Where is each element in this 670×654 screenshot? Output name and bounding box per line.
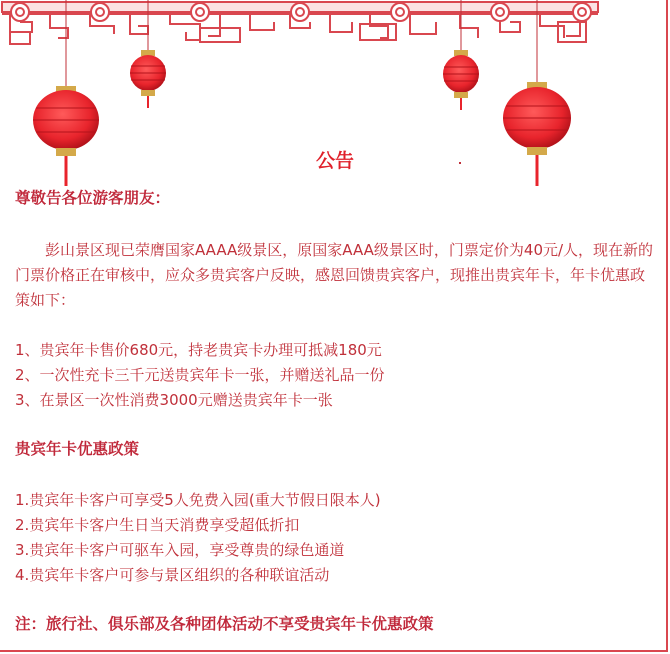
lantern-small-right (443, 0, 479, 110)
offer-item-1: 1、贵宾年卡售价680元，持老贵宾卡办理可抵减180元 (15, 341, 382, 359)
intro-paragraph (15, 238, 655, 313)
notice-title: 公告 (315, 150, 354, 172)
exclusion-note: 注：旅行社、俱乐部及各种团体活动不享受贵宾年卡优惠政策 (15, 615, 434, 633)
decorative-dot (459, 162, 461, 164)
policy-item-1: 1.贵宾年卡客户可享受5人免费入园(重大节假日限本人) (15, 491, 381, 509)
greeting: 尊敬告各位游客朋友： (15, 189, 171, 207)
offer-item-2: 2、一次性充卡三千元送贵宾年卡一张，并赠送礼品一份 (15, 366, 385, 384)
policy-item-3: 3.贵宾年卡客户可驱车入园，享受尊贵的绿色通道 (15, 541, 345, 559)
policy-heading: 贵宾年卡优惠政策 (15, 440, 140, 458)
policy-item-2: 2.贵宾年卡客户生日当天消费享受超低折扣 (15, 516, 300, 534)
policy-item-4: 4.贵宾年卡客户可参与景区组织的各种联谊活动 (15, 566, 330, 584)
intro-text: 彭山景区现已荣膺国家AAAA级景区，原国家AAA级景区时，门票定价为40元/人，现在新的门票价格正在审核中，应众多贵宾客户反映，感恩回馈贵宾客户，现推出贵宾年卡，年卡优惠政策如下： (15, 241, 654, 309)
lantern-small-left (130, 0, 166, 108)
offer-item-3: 3、在景区一次性消费3000元赠送贵宾年卡一张 (15, 391, 333, 409)
lattice-medallions (11, 3, 591, 21)
